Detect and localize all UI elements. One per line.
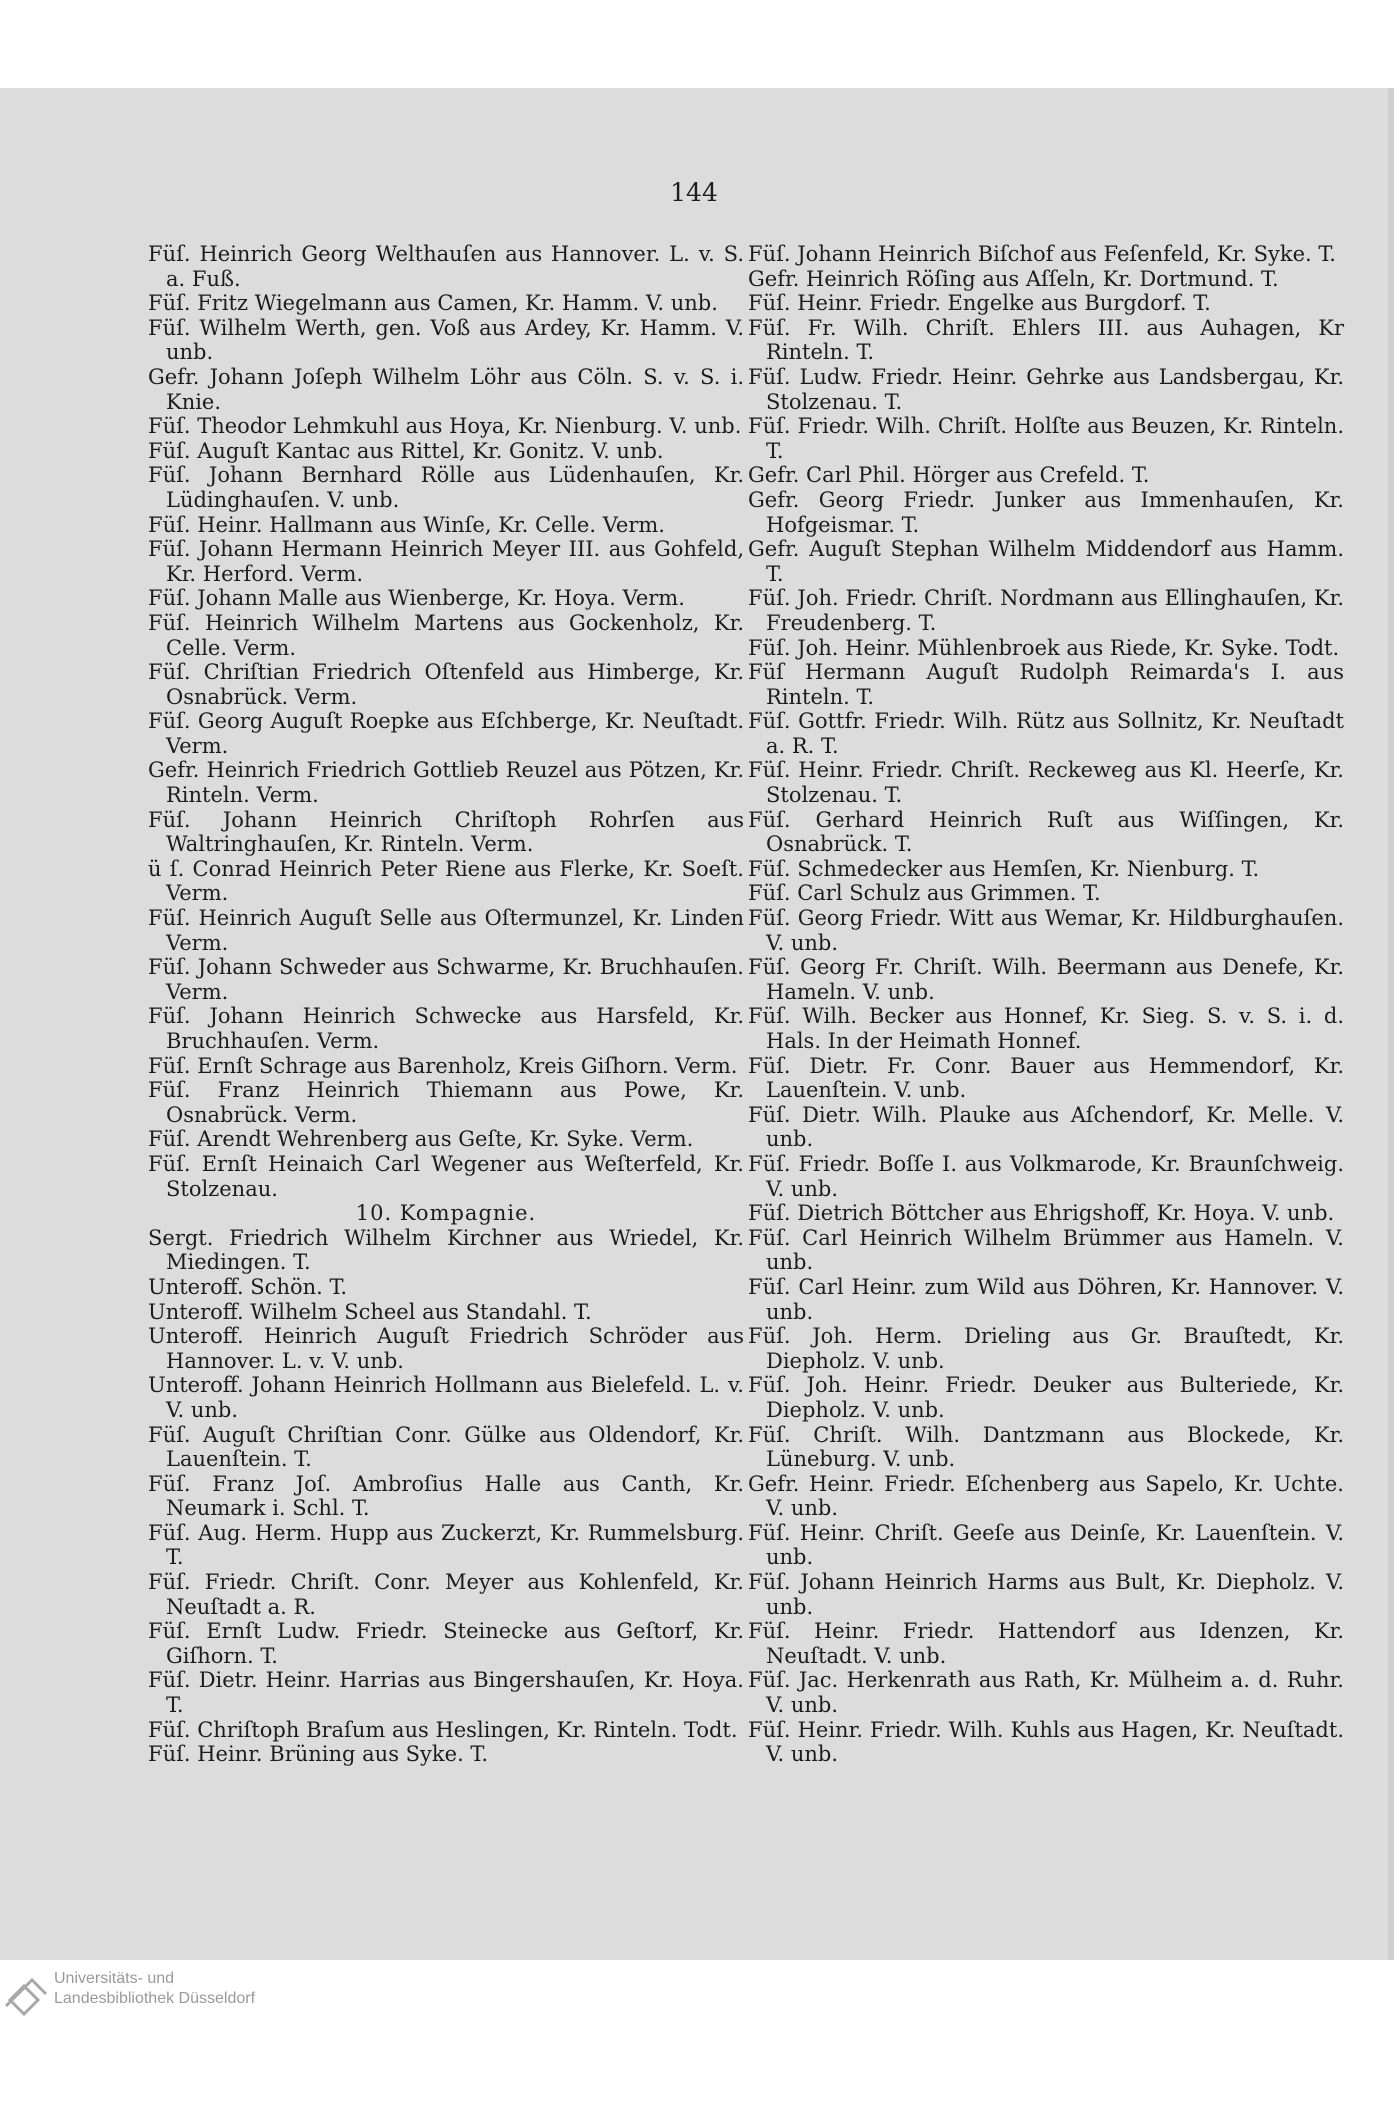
roster-entry: Füſ. Chriſtian Friedrich Oſtenfeld aus Himberge, Kr. Osnabrück. Verm. <box>148 660 744 709</box>
roster-entry: Füſ. Heinrich Auguſt Selle aus Oſtermunzel, Kr. Linden Verm. <box>148 906 744 955</box>
roster-entry: Gefr. Carl Phil. Hörger aus Crefeld. T. <box>748 463 1150 488</box>
roster-entry: Füſ. Wilhelm Werth, gen. Voß aus Ardey, Kr. Hamm. V. unb. <box>148 315 744 365</box>
library-name-line2: Landesbibliothek Düsseldorf <box>54 1990 256 2007</box>
roster-entry: Unteroff. Wilhelm Scheel aus Standahl. T. <box>148 1299 592 1324</box>
roster-entry: Füſ. Auguſt Kantac aus Rittel, Kr. Gonitz. V. unb. <box>148 438 664 463</box>
roster-entry: Füſ. Fritz Wiegelmann aus Camen, Kr. Hamm. V. unb. <box>148 291 718 316</box>
roster-entry: Füſ. Dietr. Fr. Conr. Bauer aus Hemmendorf, Kr. Lauenſtein. V. unb. <box>748 1053 1344 1103</box>
roster-entry: Füſ. Joh. Heinr. Mühlenbroek aus Riede, Kr. Syke. Todt. <box>748 635 1340 660</box>
right-column <box>748 242 1344 1767</box>
left-column <box>148 242 744 1767</box>
roster-entry: Füſ. Ernſt Ludw. Friedr. Steinecke aus Geſtorf, Kr. Giſhorn. T. <box>148 1619 744 1668</box>
roster-entry: Füſ. Johann Hermann Heinrich Meyer III. aus Gohfeld, Kr. Herford. Verm. <box>148 537 744 586</box>
roster-entry: Füſ. Ernſt Schrage aus Barenholz, Kreis Giſhorn. Verm. <box>148 1053 738 1078</box>
roster-entry: Gefr. Georg Friedr. Junker aus Immenhauſen, Kr. Hofgeismar. T. <box>748 487 1344 537</box>
roster-entry: Gefr. Heinr. Friedr. Eſchenberg aus Sapelo, Kr. Uchte. V. unb. <box>748 1471 1344 1521</box>
roster-entry: Füſ Hermann Auguſt Rudolph Reimarda's I. aus Rinteln. T. <box>748 660 1344 709</box>
roster-entry: Füſ. Chriſt. Wilh. Dantzmann aus Blockede, Kr. Lüneburg. V. unb. <box>748 1422 1344 1472</box>
ulb-duesseldorf-logo-icon <box>4 1970 50 2016</box>
roster-entry: Füſ. Johann Malle aus Wienberge, Kr. Hoya. Verm. <box>148 586 685 611</box>
roster-entry: Füſ. Johann Heinrich Biſchof aus Feſenfeld, Kr. Syke. T. <box>748 242 1336 266</box>
roster-entry: Füſ. Heinr. Brüning aus Syke. T. <box>148 1742 489 1767</box>
roster-entry: Unteroff. Heinrich Auguſt Friedrich Schröder aus Hannover. L. v. V. unb. <box>148 1324 744 1373</box>
roster-entry: Unteroff. Johann Heinrich Hollmann aus Bielefeld. L. v. V. unb. <box>148 1373 744 1422</box>
roster-entry: Füſ. Johann Heinrich Harms aus Bult, Kr. Diepholz. V. unb. <box>748 1570 1344 1619</box>
roster-entry: Füſ. Georg Auguſt Roepke aus Eſchberge, Kr. Neuſtadt. Verm. <box>148 709 744 758</box>
roster-entry: Füſ. Heinrich Wilhelm Martens aus Gockenholz, Kr. Celle. Verm. <box>148 610 744 660</box>
roster-entry: Füſ. Dietr. Heinr. Harrias aus Bingershauſen, Kr. Hoya. T. <box>148 1668 744 1718</box>
roster-entry: Füſ. Johann Heinrich Schwecke aus Harsfeld, Kr. Bruchhauſen. Verm. <box>148 1004 744 1053</box>
roster-entry: Füſ. Franz Joſ. Ambroſius Halle aus Canth, Kr. Neumark i. Schl. T. <box>148 1471 744 1521</box>
roster-entry: Füſ. Aug. Herm. Hupp aus Zuckerzt, Kr. Rummelsburg. T. <box>148 1520 744 1570</box>
roster-entry: Füſ. Heinr. Friedr. Hattendorf aus Idenzen, Kr. Neuſtadt. V. unb. <box>748 1619 1344 1668</box>
roster-entry: Füſ. Jac. Herkenrath aus Rath, Kr. Mülheim a. d. Ruhr. V. unb. <box>748 1668 1344 1718</box>
roster-entry: Füſ. Theodor Lehmkuhl aus Hoya, Kr. Nienburg. V. unb. <box>148 414 742 439</box>
roster-entry: Gefr. Heinrich Friedrich Gottlieb Reuzel aus Pötzen, Kr. Rinteln. Verm. <box>148 758 744 808</box>
roster-entry: Füſ. Arendt Wehrenberg aus Geſte, Kr. Syke. Verm. <box>148 1127 694 1152</box>
roster-entry: Gefr. Auguſt Stephan Wilhelm Middendorf aus Hamm. T. <box>748 537 1344 586</box>
roster-entry: Füſ. Johann Bernhard Rölle aus Lüdenhauſen, Kr. Lüdinghauſen. V. unb. <box>148 463 744 512</box>
section-heading: 10. Kompagnie. <box>355 1201 537 1226</box>
library-name-line1: Universitäts- und <box>54 1970 175 1987</box>
library-name <box>54 1969 255 2009</box>
document-page <box>0 88 1388 1960</box>
roster-entry: Füſ. Schmedecker aus Hemſen, Kr. Nienburg. T. <box>748 856 1260 881</box>
roster-entry: Füſ. Chriſtoph Braſum aus Heslingen, Kr. Rinteln. Todt. <box>148 1717 738 1742</box>
roster-entry: Füſ. Gottfr. Friedr. Wilh. Rütz aus Sollnitz, Kr. Neuſtadt a. R. T. <box>748 709 1344 758</box>
roster-entry: Füſ. Carl Schulz aus Grimmen. T. <box>748 881 1101 906</box>
roster-entry: Gefr. Heinrich Röſing aus Aſſeln, Kr. Dortmund. T. <box>748 266 1279 291</box>
roster-entry: Unteroff. Schön. T. <box>148 1274 348 1299</box>
roster-entry: Füſ. Dietr. Wilh. Plauke aus Aſchendorf, Kr. Melle. V. unb. <box>748 1102 1344 1152</box>
roster-entry: Füſ. Friedr. Wilh. Chriſt. Holſte aus Beuzen, Kr. Rinteln. T. <box>748 414 1344 463</box>
roster-entry: Füſ. Carl Heinr. zum Wild aus Döhren, Kr. Hannover. V. unb. <box>748 1274 1344 1324</box>
roster-entry: Sergt. Friedrich Wilhelm Kirchner aus Wriedel, Kr. Miedingen. T. <box>148 1225 744 1275</box>
roster-entry: Füſ. Heinr. Friedr. Wilh. Kuhls aus Hagen, Kr. Neuſtadt. V. unb. <box>748 1717 1344 1767</box>
roster-entry: Füſ. Friedr. Boſſe I. aus Volkmarode, Kr. Braunſchweig. V. unb. <box>748 1151 1344 1201</box>
roster-entry: Füſ. Georg Friedr. Witt aus Wemar, Kr. Hildburghauſen. V. unb. <box>748 906 1344 955</box>
roster-entry: Füſ. Joh. Herm. Drieling aus Gr. Brauſtedt, Kr. Diepholz. V. unb. <box>748 1324 1344 1373</box>
roster-entry: Füſ. Franz Heinrich Thiemann aus Powe, Kr. Osnabrück. Verm. <box>148 1078 744 1127</box>
roster-entry: Füſ. Joh. Heinr. Friedr. Deuker aus Bulteriede, Kr. Diepholz. V. unb. <box>748 1373 1344 1422</box>
roster-entry: Füſ. Gerhard Heinrich Ruſt aus Wiſſingen, Kr. Osnabrück. T. <box>748 807 1344 857</box>
roster-entry: Füſ. Heinr. Friedr. Engelke aus Burgdorf. T. <box>748 291 1211 316</box>
roster-entry: Gefr. Johann Joſeph Wilhelm Löhr aus Cöln. S. v. S. i. Knie. <box>148 364 744 414</box>
roster-entry: Füſ. Ludw. Friedr. Heinr. Gehrke aus Landsbergau, Kr. Stolzenau. T. <box>748 364 1344 414</box>
roster-entry: Füſ. Heinr. Friedr. Chriſt. Reckeweg aus Kl. Heerſe, Kr. Stolzenau. T. <box>748 758 1344 808</box>
roster-entry: Füſ. Joh. Friedr. Chriſt. Nordmann aus Ellinghauſen, Kr. Freudenberg. T. <box>748 586 1344 635</box>
roster-entry: Füſ. Carl Heinrich Wilhelm Brümmer aus Hameln. V. unb. <box>748 1225 1344 1275</box>
roster-entry: Füſ. Auguſt Chriſtian Conr. Gülke aus Oldendorf, Kr. Lauenſtein. T. <box>148 1422 744 1472</box>
roster-entry: Füſ. Heinr. Hallmann aus Winſe, Kr. Celle. Verm. <box>148 512 665 537</box>
roster-entry: Füſ. Wilh. Becker aus Honnef, Kr. Sieg. S. v. S. i. d. Hals. In der Heimath Honnef. <box>748 1004 1344 1053</box>
roster-entry: Füſ. Georg Fr. Chriſt. Wilh. Beermann aus Denefe, Kr. Hameln. V. unb. <box>748 955 1344 1004</box>
roster-entry: Füſ. Friedr. Chriſt. Conr. Meyer aus Kohlenfeld, Kr. Neuſtadt a. R. <box>148 1570 744 1619</box>
roster-entry: Füſ. Heinrich Georg Welthauſen aus Hannover. L. v. S. a. Fuß. <box>148 242 744 291</box>
roster-entry: Füſ. Johann Heinrich Chriſtoph Rohrſen aus Waltringhauſen, Kr. Rinteln. Verm. <box>148 807 744 857</box>
roster-entry: Füſ. Dietrich Böttcher aus Ehrigshoff, Kr. Hoya. V. unb. <box>748 1201 1335 1226</box>
roster-entry: ü ſ. Conrad Heinrich Peter Riene aus Flerke, Kr. Soeſt. Verm. <box>148 856 744 906</box>
roster-entry: Füſ. Johann Schweder aus Schwarme, Kr. Bruchhauſen. Verm. <box>148 955 744 1004</box>
page-number: 144 <box>670 178 718 207</box>
roster-entry: Füſ. Fr. Wilh. Chriſt. Ehlers III. aus Auhagen, Kr Rinteln. T. <box>748 315 1344 365</box>
roster-entry: Füſ. Ernſt Heinaich Carl Wegener aus Weſterfeld, Kr. Stolzenau. <box>148 1151 744 1201</box>
roster-entry: Füſ. Heinr. Chriſt. Geeſe aus Deinſe, Kr. Lauenſtein. V. unb. <box>748 1520 1344 1570</box>
